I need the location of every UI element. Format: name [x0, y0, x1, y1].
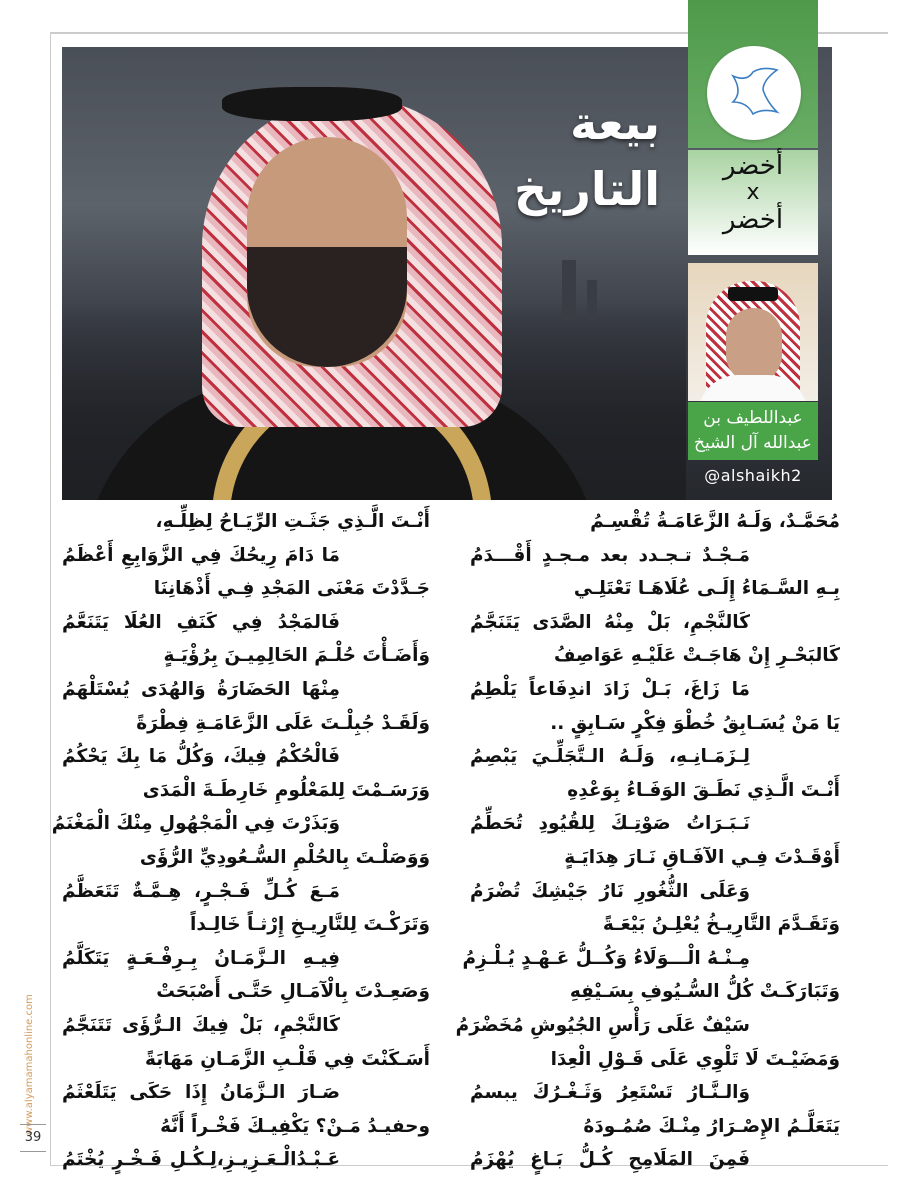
- poem-line-second-hemistich: سَيْفٌ عَلَى رَأْسِ الجُيُوشِ مُخَضْرَمُ: [455, 1014, 750, 1036]
- author-face: [726, 308, 782, 383]
- column-name-line-1: أخضر: [722, 151, 784, 181]
- poem-line-second-hemistich: مِـنْـهُ الْـــوَلَاءُ وَكُــلُّ عَـهْـدٍ يُـلْـزِمُ: [462, 947, 750, 969]
- column-name-box: [688, 150, 818, 255]
- author-handle: @alshaikh2: [704, 466, 802, 485]
- poem-line-first-hemistich: أَنْـتَ الَّـذِي نَطَـقَ الوَفَـاءُ بِوَعْدِهِ: [567, 779, 840, 801]
- bird-logo-icon: [707, 46, 801, 140]
- author-name-line-2: عبدالله آل الشيخ: [694, 433, 812, 453]
- page-number: 39: [20, 1124, 46, 1152]
- poem-line-first-hemistich: وَوَصَلْـتَ بِالحُلْمِ السُّـعُودِيِّ الرُّؤَى: [139, 846, 430, 868]
- poem-line-first-hemistich: وَتَرَكْـتَ لِلتَّارِيـخِ إِرْثـاً خَالِـداً: [190, 914, 430, 936]
- poem-line-second-hemistich: عَـبْـدُالْـعَـزِيـزِ،لِـكُـلِ فَـخْـرٍ يُخْتَمُ: [62, 1149, 340, 1171]
- title-line-1: بيعة: [570, 96, 660, 150]
- poem-line-first-hemistich: أَسَـكَنْتَ فِي قَلْـبِ الزَّمَـانِ مَهَابَةً: [144, 1048, 430, 1070]
- poem-line-second-hemistich: وَبَذَرْتَ فِي الْمَجْهُولِ مِنْكَ الْمَغْنَمُ: [51, 813, 340, 835]
- poem-line-first-hemistich: جَـدَّدْتَ مَعْنَى المَجْدِ فِـي أَذْهَانِنَا: [153, 578, 430, 600]
- author-name-box: [688, 402, 818, 460]
- poem-line-second-hemistich: مَا زَاغَ، بَـلْ زَادَ اندِفَاعاً يَلْطِمُ: [470, 678, 750, 700]
- poem-line-second-hemistich: كَالنَّجْمِ، بَلْ فِيكَ الـرُّؤَى تَتَنَجَّمُ: [62, 1014, 340, 1036]
- poem-line-second-hemistich: فَمِنَ المَلَامِحِ كُـلُّ بَـاغٍ يُهْزَمُ: [470, 1149, 750, 1171]
- poem-line-first-hemistich: أَوْقَـدْتَ فِـي الآفَـاقِ نَـارَ هِدَايَـةٍ: [564, 846, 840, 868]
- poem-line-first-hemistich: وَأَضَـأْتَ حُلْـمَ الحَالِمِيـنَ بِرُؤْيَـةٍ: [163, 645, 430, 667]
- portrait-agal: [222, 87, 402, 121]
- poem-line-second-hemistich: وَعَلَى الثُّغُورِ نَارُ جَيْشِكَ تُضْرَمُ: [470, 880, 750, 902]
- poem-line-first-hemistich: وَتَبَارَكَـتْ كُلُّ السُّـيُوفِ بِسَـيْفِهِ: [569, 981, 840, 1003]
- poem-line-first-hemistich: بِـهِ السَّـمَاءُ إِلَـى عُلَاهَـا تَعْتَلِـي: [573, 578, 840, 600]
- poem-line-second-hemistich: مَـجْـدٌ تـجـدد بعد مـجـدٍ أَقْـــدَمُ: [470, 544, 750, 566]
- poem-line-first-hemistich: وَلَقَـدْ جُبِلْـتَ عَلَى الزَّعَامَـةِ فِطْرَةً: [136, 712, 430, 734]
- poem-column-right: [455, 505, 890, 1177]
- poem-line-second-hemistich: صَـارَ الـزَّمَانُ إِذَا حَكَى يَتَلَعْثَمُ: [62, 1082, 340, 1104]
- author-agal: [728, 287, 778, 301]
- poem-line-first-hemistich: وَمَضَيْـتَ لَا تَلْوِي عَلَى قَـوْلِ الْعِدَا: [550, 1048, 840, 1070]
- poem-line-first-hemistich: وَصَعِـدْتَ بِالْآمَـالِ حَتَّـى أَصْبَحَتْ: [156, 981, 430, 1003]
- poem-line-second-hemistich: مَا دَامَ رِيحُكَ فِي الزَّوَابِعِ أَعْظَمُ: [62, 544, 340, 566]
- poem-line-second-hemistich: فِيـهِ الـزَّمَـانُ بِـرِفْـعَـةٍ يَتَكَلَّمُ: [62, 947, 340, 969]
- poem-line-second-hemistich: فَالمَجْدُ فِي كَنَفِ العُلَا يَتَنَعَّمُ: [62, 611, 340, 633]
- skyline-tower: [587, 280, 597, 320]
- article-title: [430, 90, 660, 222]
- author-photo: [688, 263, 818, 401]
- poem-column-left: [51, 505, 470, 1177]
- website-url: www.alyamamahonline.com: [24, 994, 35, 1136]
- poem-line-first-hemistich: مُحَمَّـدٌ، وَلَـهُ الزَّعَامَـةُ تُقْسِـمُ: [590, 511, 840, 532]
- poem-line-second-hemistich: مِنْهَا الحَضَارَةُ وَالهُدَى يُسْتَلْهَمُ: [62, 678, 340, 700]
- frame-left-rule: [50, 32, 51, 1166]
- poem-line-first-hemistich: كَالبَحْـرِ إِنْ هَاجَـتْ عَلَيْـهِ عَوَاصِفُ: [553, 645, 840, 667]
- poem-line-first-hemistich: وحفيـدُ مَـنْ؟ يَكْفِيـكَ فَخْـراً أَنَّهُ: [160, 1115, 430, 1137]
- poem-line-second-hemistich: لِـزَمَـانِـهِ، وَلَـهُ الـتَّجَلِّـيَ يَبْصِمُ: [470, 746, 750, 768]
- column-name-line-2: أخضر: [722, 205, 784, 235]
- column-name-separator: x: [746, 180, 760, 205]
- poem-line-first-hemistich: وَرَسَـمْتَ لِلمَعْلُومِ خَارِطَـةَ الْمَدَى: [142, 779, 430, 801]
- poem-line-first-hemistich: يَا مَنْ يُسَـابِقُ خُطْوَ فِكْرٍ سَـابِقٍ ..: [550, 712, 840, 734]
- title-line-2: التاريخ: [514, 162, 660, 216]
- poem-line-second-hemistich: فَالْحُكْمُ فِيكَ، وَكُلُّ مَا بِكَ يَحْكُمُ: [62, 746, 340, 768]
- poem-line-second-hemistich: مَـعَ كُـلِّ فَـجْـرٍ، هِـمَّـةٌ تَتَعَظَّمُ: [62, 880, 340, 902]
- poem-line-second-hemistich: نَـبَـرَاتُ صَوْتِـكَ لِلقُيُودِ تُحَطِّمُ: [470, 813, 750, 835]
- author-name-line-1: عبداللطيف بن: [703, 408, 803, 428]
- poem-line-second-hemistich: وَالـنَّـارُ تَسْتَعِرُ وَثَـغْـرُكَ يبسمُ: [470, 1082, 750, 1104]
- poem-line-second-hemistich: كَالنَّجْمِ، بَلْ مِنْهُ الصَّدَى يَتَنَجَّمُ: [470, 611, 750, 633]
- skyline-tower: [562, 260, 576, 320]
- poem-line-first-hemistich: يَتَعَلَّـمُ الإِصْـرَارُ مِنْـكَ صُمُـودَهُ: [583, 1115, 840, 1137]
- poem-line-first-hemistich: وَتَقَـدَّمَ التَّارِيـخُ يُعْلِـنُ بَيْعَـةً: [602, 914, 840, 936]
- poem-line-first-hemistich: أَنْـتَ الَّـذِي جَثَـتِ الرِّيَـاحُ لِظِلِّـهِ،: [155, 511, 430, 532]
